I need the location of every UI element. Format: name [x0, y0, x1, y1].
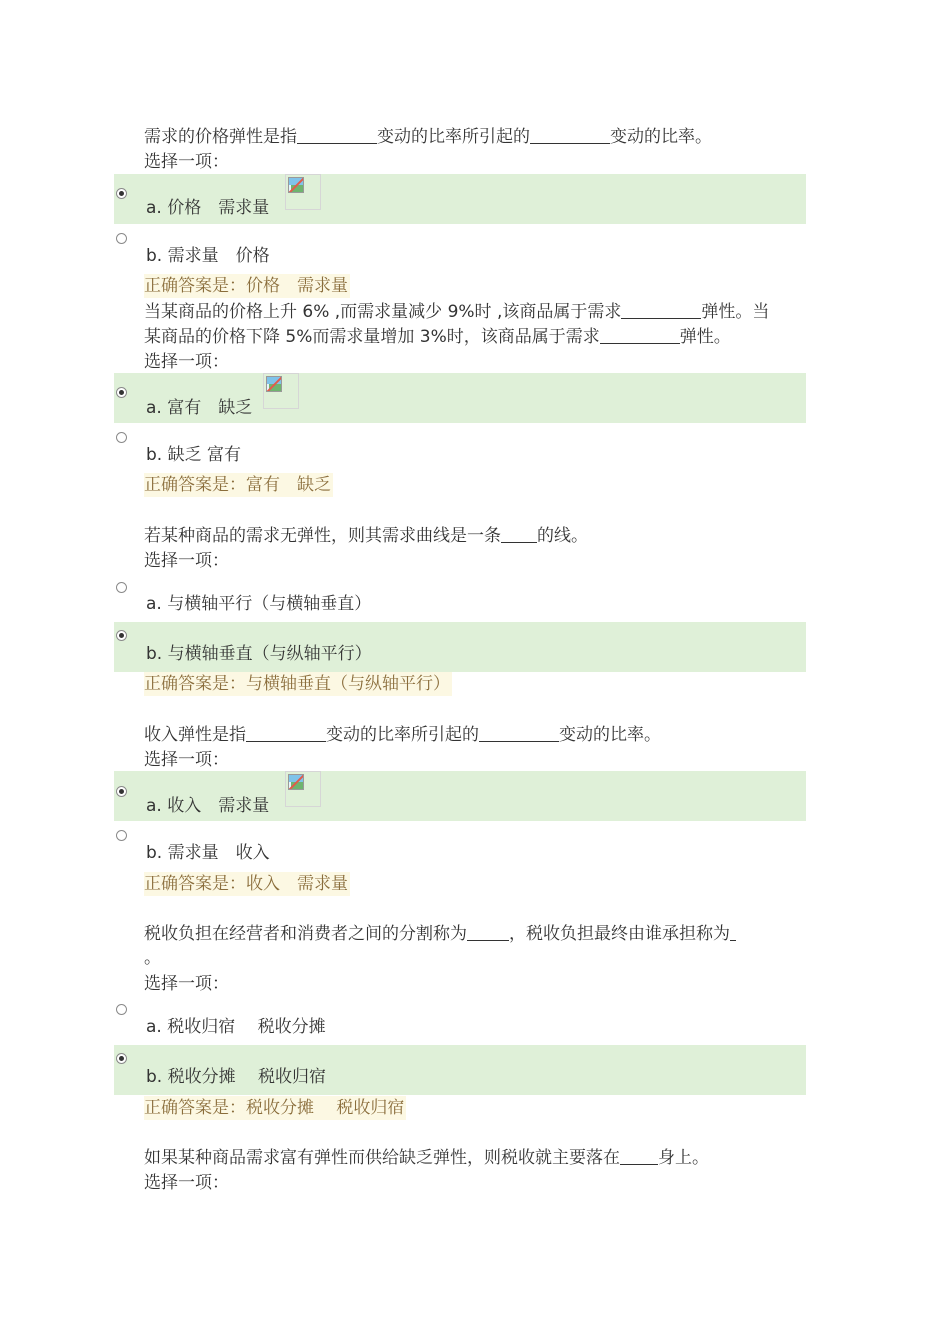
blank: [730, 924, 736, 941]
option-a-label[interactable]: a. 收入 需求量: [146, 796, 270, 816]
select-prompt: 选择一项：: [144, 750, 229, 770]
correct-answer: 正确答案是：收入 需求量: [144, 874, 348, 894]
select-prompt: 选择一项：: [144, 1173, 229, 1193]
radio-option-b[interactable]: [116, 830, 127, 841]
option-b-label[interactable]: b. 税收分摊 税收归宿: [146, 1067, 327, 1087]
radio-option-b[interactable]: [116, 630, 127, 641]
blank: [297, 127, 377, 144]
option-a-label[interactable]: a. 与横轴平行（与横轴垂直）: [146, 594, 372, 614]
question-2-text-line1: 当某商品的价格上升 6% ,而需求量减少 9%时 ,该商品属于需求 弹性。当: [144, 302, 770, 322]
question-5-text: 税收负担在经营者和消费者之间的分割称为 ，税收负担最终由谁承担称为: [144, 922, 736, 946]
correct-answer: 正确答案是：与横轴垂直（与纵轴平行）: [144, 674, 450, 694]
blank: [530, 127, 610, 144]
question-4-text: 收入弹性是指 变动的比率所引起的 变动的比率。: [144, 725, 661, 745]
broken-image-icon: [263, 373, 299, 409]
correct-answer: 正确答案是：价格 需求量: [144, 276, 348, 296]
blank: [467, 924, 509, 941]
select-prompt: 选择一项：: [144, 974, 229, 994]
correct-answer: 正确答案是：税收分摊 税收归宿: [144, 1098, 405, 1118]
blank: [620, 1148, 658, 1165]
option-a-label[interactable]: a. 税收归宿 税收分摊: [146, 1017, 326, 1037]
radio-option-b[interactable]: [116, 1053, 127, 1064]
blank: [501, 526, 537, 543]
option-a-label[interactable]: a. 价格 需求量: [146, 198, 270, 218]
correct-answer: 正确答案是：富有 缺乏: [144, 475, 331, 495]
blank: [600, 327, 680, 344]
option-b-label[interactable]: b. 缺乏 富有: [146, 445, 242, 465]
option-b-label[interactable]: b. 需求量 价格: [146, 246, 270, 266]
option-a-label[interactable]: a. 富有 缺乏: [146, 398, 253, 418]
radio-option-a[interactable]: [116, 786, 127, 797]
option-b-label[interactable]: b. 与横轴垂直（与纵轴平行）: [146, 644, 372, 664]
blank: [479, 725, 559, 742]
blank: [246, 725, 326, 742]
blank: [621, 302, 701, 319]
radio-option-a[interactable]: [116, 387, 127, 398]
radio-option-a[interactable]: [116, 582, 127, 593]
radio-option-b[interactable]: [116, 233, 127, 244]
select-prompt: 选择一项：: [144, 551, 229, 571]
radio-option-a[interactable]: [116, 188, 127, 199]
radio-option-b[interactable]: [116, 432, 127, 443]
question-1-text: 需求的价格弹性是指 变动的比率所引起的 变动的比率。: [144, 127, 712, 147]
select-prompt: 选择一项：: [144, 152, 229, 172]
select-prompt: 选择一项：: [144, 352, 229, 372]
question-3-text: 若某种商品的需求无弹性，则其需求曲线是一条 的线。: [144, 526, 588, 546]
question-2-text-line2: 某商品的价格下降 5%而需求量增加 3%时，该商品属于需求 弹性。: [144, 327, 731, 347]
question-6-text: 如果某种商品需求富有弹性而供给缺乏弹性，则税收就主要落在 身上。: [144, 1148, 709, 1168]
option-b-label[interactable]: b. 需求量 收入: [146, 843, 270, 863]
radio-option-a[interactable]: [116, 1004, 127, 1015]
broken-image-icon: [285, 771, 321, 807]
question-5-text-tail: 。: [144, 948, 161, 968]
broken-image-icon: [285, 174, 321, 210]
